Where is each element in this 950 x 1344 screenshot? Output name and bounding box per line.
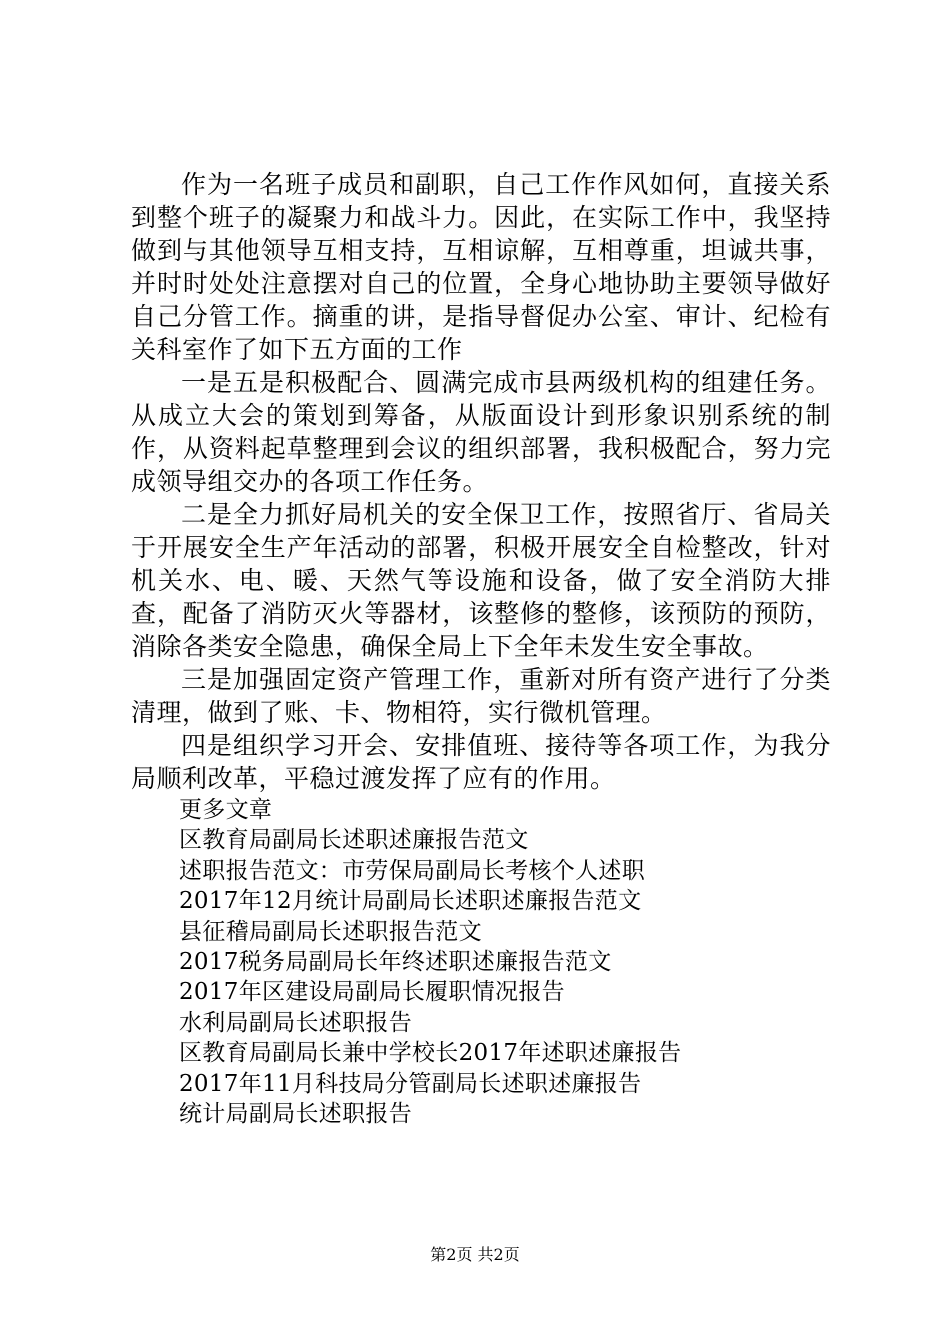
document-body — [131, 168, 831, 1129]
more-article-link[interactable]: 区教育局副局长述职述廉报告范文 — [179, 827, 529, 854]
page-number-label: 第2页 共2页 — [430, 1245, 520, 1264]
paragraph-item-1: 一是五是积极配合、圆满完成市县两级机构的组建任务。从成立大会的策划到筹备，从版面设计到形象识别系统的制作，从资料起草整理到会议的组织部署，我积极配合，努力完成领导组交办的各项工作任务。 — [131, 368, 831, 496]
paragraph-item-2: 二是全力抓好局机关的安全保卫工作，按照省厅、省局关于开展安全生产年活动的部署，积极开展安全自检整改，针对机关水、电、暖、天然气等设施和设备，做了安全消防大排查，配备了消防灭火等器材，该整修的整修，该预防的预防，消除各类安全隐患，确保全局上下全年未发生安全事故。 — [131, 500, 831, 661]
paragraph-intro: 作为一名班子成员和副职，自己工作作风如何，直接关系到整个班子的凝聚力和战斗力。因此，在实际工作中，我坚持做到与其他领导互相支持，互相谅解，互相尊重，坦诚共事，并时时处处注意摆对自己的位置，全身心地协助主要领导做好自己分管工作。摘重的讲，是指导督促办公室、审计、纪检有关科室作了如下五方面的工作 — [131, 170, 831, 364]
more-article-link[interactable]: 2017税务局副局长年终述职述廉报告范文 — [179, 949, 612, 976]
more-article-link[interactable]: 统计局副局长述职报告 — [179, 1101, 412, 1128]
more-article-link[interactable]: 2017年11月科技局分管副局长述职述廉报告 — [179, 1070, 642, 1097]
more-article-link[interactable]: 水利局副局长述职报告 — [179, 1009, 412, 1036]
more-article-link[interactable]: 述职报告范文：市劳保局副局长考核个人述职 — [179, 857, 645, 884]
more-articles-list — [131, 825, 831, 1129]
more-article-link[interactable]: 2017年12月统计局副局长述职述廉报告范文 — [179, 888, 642, 915]
more-articles-title: 更多文章 — [179, 797, 273, 823]
paragraph-item-3: 三是加强固定资产管理工作，重新对所有资产进行了分类清理，做到了账、卡、物相符，实行微机管理。 — [131, 665, 831, 727]
more-article-link[interactable]: 区教育局副局长兼中学校长2017年述职述廉报告 — [179, 1040, 682, 1067]
paragraph-item-4: 四是组织学习开会、安排值班、接待等各项工作，为我分局顺利改革，平稳过渡发挥了应有的作用。 — [131, 731, 831, 793]
page-footer — [0, 1244, 950, 1266]
more-article-link[interactable]: 2017年区建设局副局长履职情况报告 — [179, 979, 565, 1006]
more-article-link[interactable]: 县征稽局副局长述职报告范文 — [179, 918, 482, 945]
